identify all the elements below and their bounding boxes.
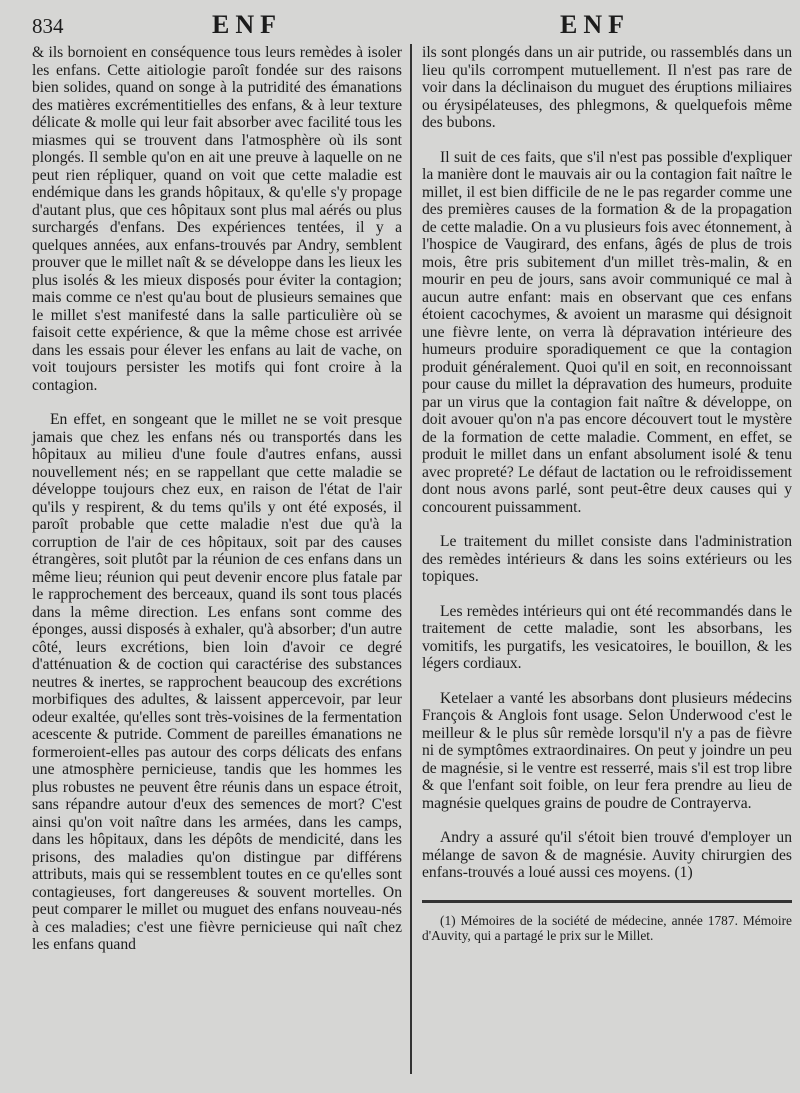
- footnote-rule: [422, 900, 792, 903]
- paragraph: Les remèdes intérieurs qui ont été recommandés dans le traitement de cette maladie, sont les absorbans, les vomitifs, les purgatifs, les vesicatoires, le bouillon, & les légers cordiaux.: [422, 602, 792, 672]
- footnote: (1) Mémoires de la société de médecine, année 1787. Mémoire d'Auvity, qui a partagé le prix sur le Millet.: [422, 912, 792, 943]
- page-number: 834: [32, 14, 64, 38]
- right-column: [422, 44, 792, 960]
- paragraph: Le traitement du millet consiste dans l'administration des remèdes intérieurs & dans les soins extérieurs ou les topiques.: [422, 533, 792, 585]
- paragraph: ils sont plongés dans un air putride, ou rassemblés dans un lieu qu'ils corrompent mutuellement. Il n'est pas rare de voir dans la déclinaison du muguet des éruptions miliaires ou érysipélateuses, des phlegmons, & quelquefois même des bubons.: [422, 44, 792, 131]
- page-header: [0, 10, 800, 42]
- paragraph: En effet, en songeant que le millet ne se voit presque jamais que chez les enfans nés ou transportés dans les hôpitaux au milieu d'une foule d'autres enfans, aussi nouvellement nés; en se rappellant que cette maladie se développe toujours chez eux, en raison de l'état de l'air qu'ils y respirent, & du tems qu'ils y ont été exposés, il paroît probable que cette maladie n'est due qu'à la corruption de l'air de ces hôpitaux, soit par des causes étrangères, soit plutôt par la réunion de ces enfans dans un même lieu; réunion qui peut devenir encore plus fatale par le rapprochement des berceaux, quand ils sont tous placés dans la même direction. Les enfans sont comme des éponges, aussi disposés à exhaler, qu'à absorber; d'un autre côté, leurs excrétions, bien loin d'avoir ce degré d'atténuation & de coction qui caractérise des substances neutres & inertes, se rapprochent beaucoup des excrétions morbifiques des adultes, & laissent appercevoir, par leur odeur exaltée, qu'elles sont très-voisines de la fermentation acescente & putride. Comment de pareilles émanations ne formeroient-elles pas autour des corps délicats des enfans une atmosphère pernicieuse, tandis que les hommes les plus robustes ne peuvent être réunis dans un espace étroit, sans répandre autour d'eux des semences de mort? C'est ainsi qu'on voit naître dans les armées, dans les camps, dans les hôpitaux, dans les dépôts de mendicité, dans les prisons, des maladies qu'on distingue par différens attributs, mais qui se ressemblent toutes en ce qu'elles sont contagieuses, fort dangereuses & souvent mortelles. On peut comparer le millet ou muguet des enfans nouveau-nés à ces maladies; c'est une fièvre pernicieuse qui naît chez les enfans quand: [32, 411, 402, 953]
- paragraph: Ketelaer a vanté les absorbans dont plusieurs médecins François & Anglois font usage. Selon Underwood c'est le meilleur & le plus sûr remède lorsqu'il n'y a pas de fièvre ni de symptômes extraordinaires. On peut y joindre un peu de magnésie, si le ventre est resserré, mais s'il est trop libre & que l'enfant soit foible, on leur fera prendre au lieu de magnésie quelques grains de poudre de Contrayerva.: [422, 689, 792, 812]
- running-title-left: ENF: [212, 10, 282, 39]
- running-title-right: ENF: [560, 10, 630, 39]
- column-divider: [410, 44, 412, 1074]
- paragraph: Andry a assuré qu'il s'étoit bien trouvé d'employer un mélange de savon & de magnésie. Auvity chirurgien des enfans-trouvés a loué aussi ces moyens. (1): [422, 829, 792, 881]
- paragraph: Il suit de ces faits, que s'il n'est pas possible d'expliquer la manière dont le mauvais air ou la contagion fait naître le millet, il est bien difficile de ne le pas regarder comme une des premières causes de la formation & de la propagation de cette maladie. On a vu plusieurs fois avec étonnement, à l'hospice de Vaugirard, des enfans, âgés de plus de trois mois, être pris subitement d'un millet très-malin, & en mourir en peu de jours, sans avoir communiqué ce mal à aucun autre enfant: mais en observant que ces enfans étoient cacochymes, & avoient un marasme qui désignoit une fièvre lente, on verra là dépravation intérieure des humeurs produire sporadiquement ce que la contagion produit généralement. Quoi qu'il en soit, en reconnoissant pour cause du millet la dépravation des humeurs, produite par un virus que la contagion fait naître & développe, on doit avouer qu'on n'a pas encore découvert tout le mystère de la formation de cette maladie. Comment, en effet, se produit le millet dans un enfant absolument isolé & tenu avec propreté? Le défaut de lactation ou le refroidissement dont nous avons parlé, sont peut-être deux causes qui y concourent puissamment.: [422, 148, 792, 516]
- paragraph: & ils bornoient en conséquence tous leurs remèdes à isoler les enfans. Cette aitiologie paroît fondée sur des raisons bien solides, quand on songe à la putridité des émanations des matières excrémentitielles des enfans, & à leur texture délicate & molle qui leur fait absorber avec facilité tous les miasmes qui se trouvent dans l'atmosphère où ils sont plongés. Il semble qu'on en ait une preuve à laquelle on ne peut rien répliquer, quand on voit que cette maladie est endémique dans les grands hôpitaux, & qu'elle s'y propage d'autant plus, que ces hôpitaux sont plus mal aérés ou plus surchargés d'enfans. Des expériences tentées, il y a quelques années, aux enfans-trouvés par Andry, semblent prouver que le millet naît & se développe dans les lieux les plus isolés & les mieux disposés pour éviter la contagion; mais comme ce n'est qu'au bout de plusieurs semaines que le millet s'est manifesté dans la salle particulière où se faisoit cette expérience, & que la même chose est arrivée dans les essais pour élever les enfans au lait de vache, on voit toujours persister les motifs qui font croire à la contagion.: [32, 44, 402, 394]
- left-column: [32, 44, 402, 971]
